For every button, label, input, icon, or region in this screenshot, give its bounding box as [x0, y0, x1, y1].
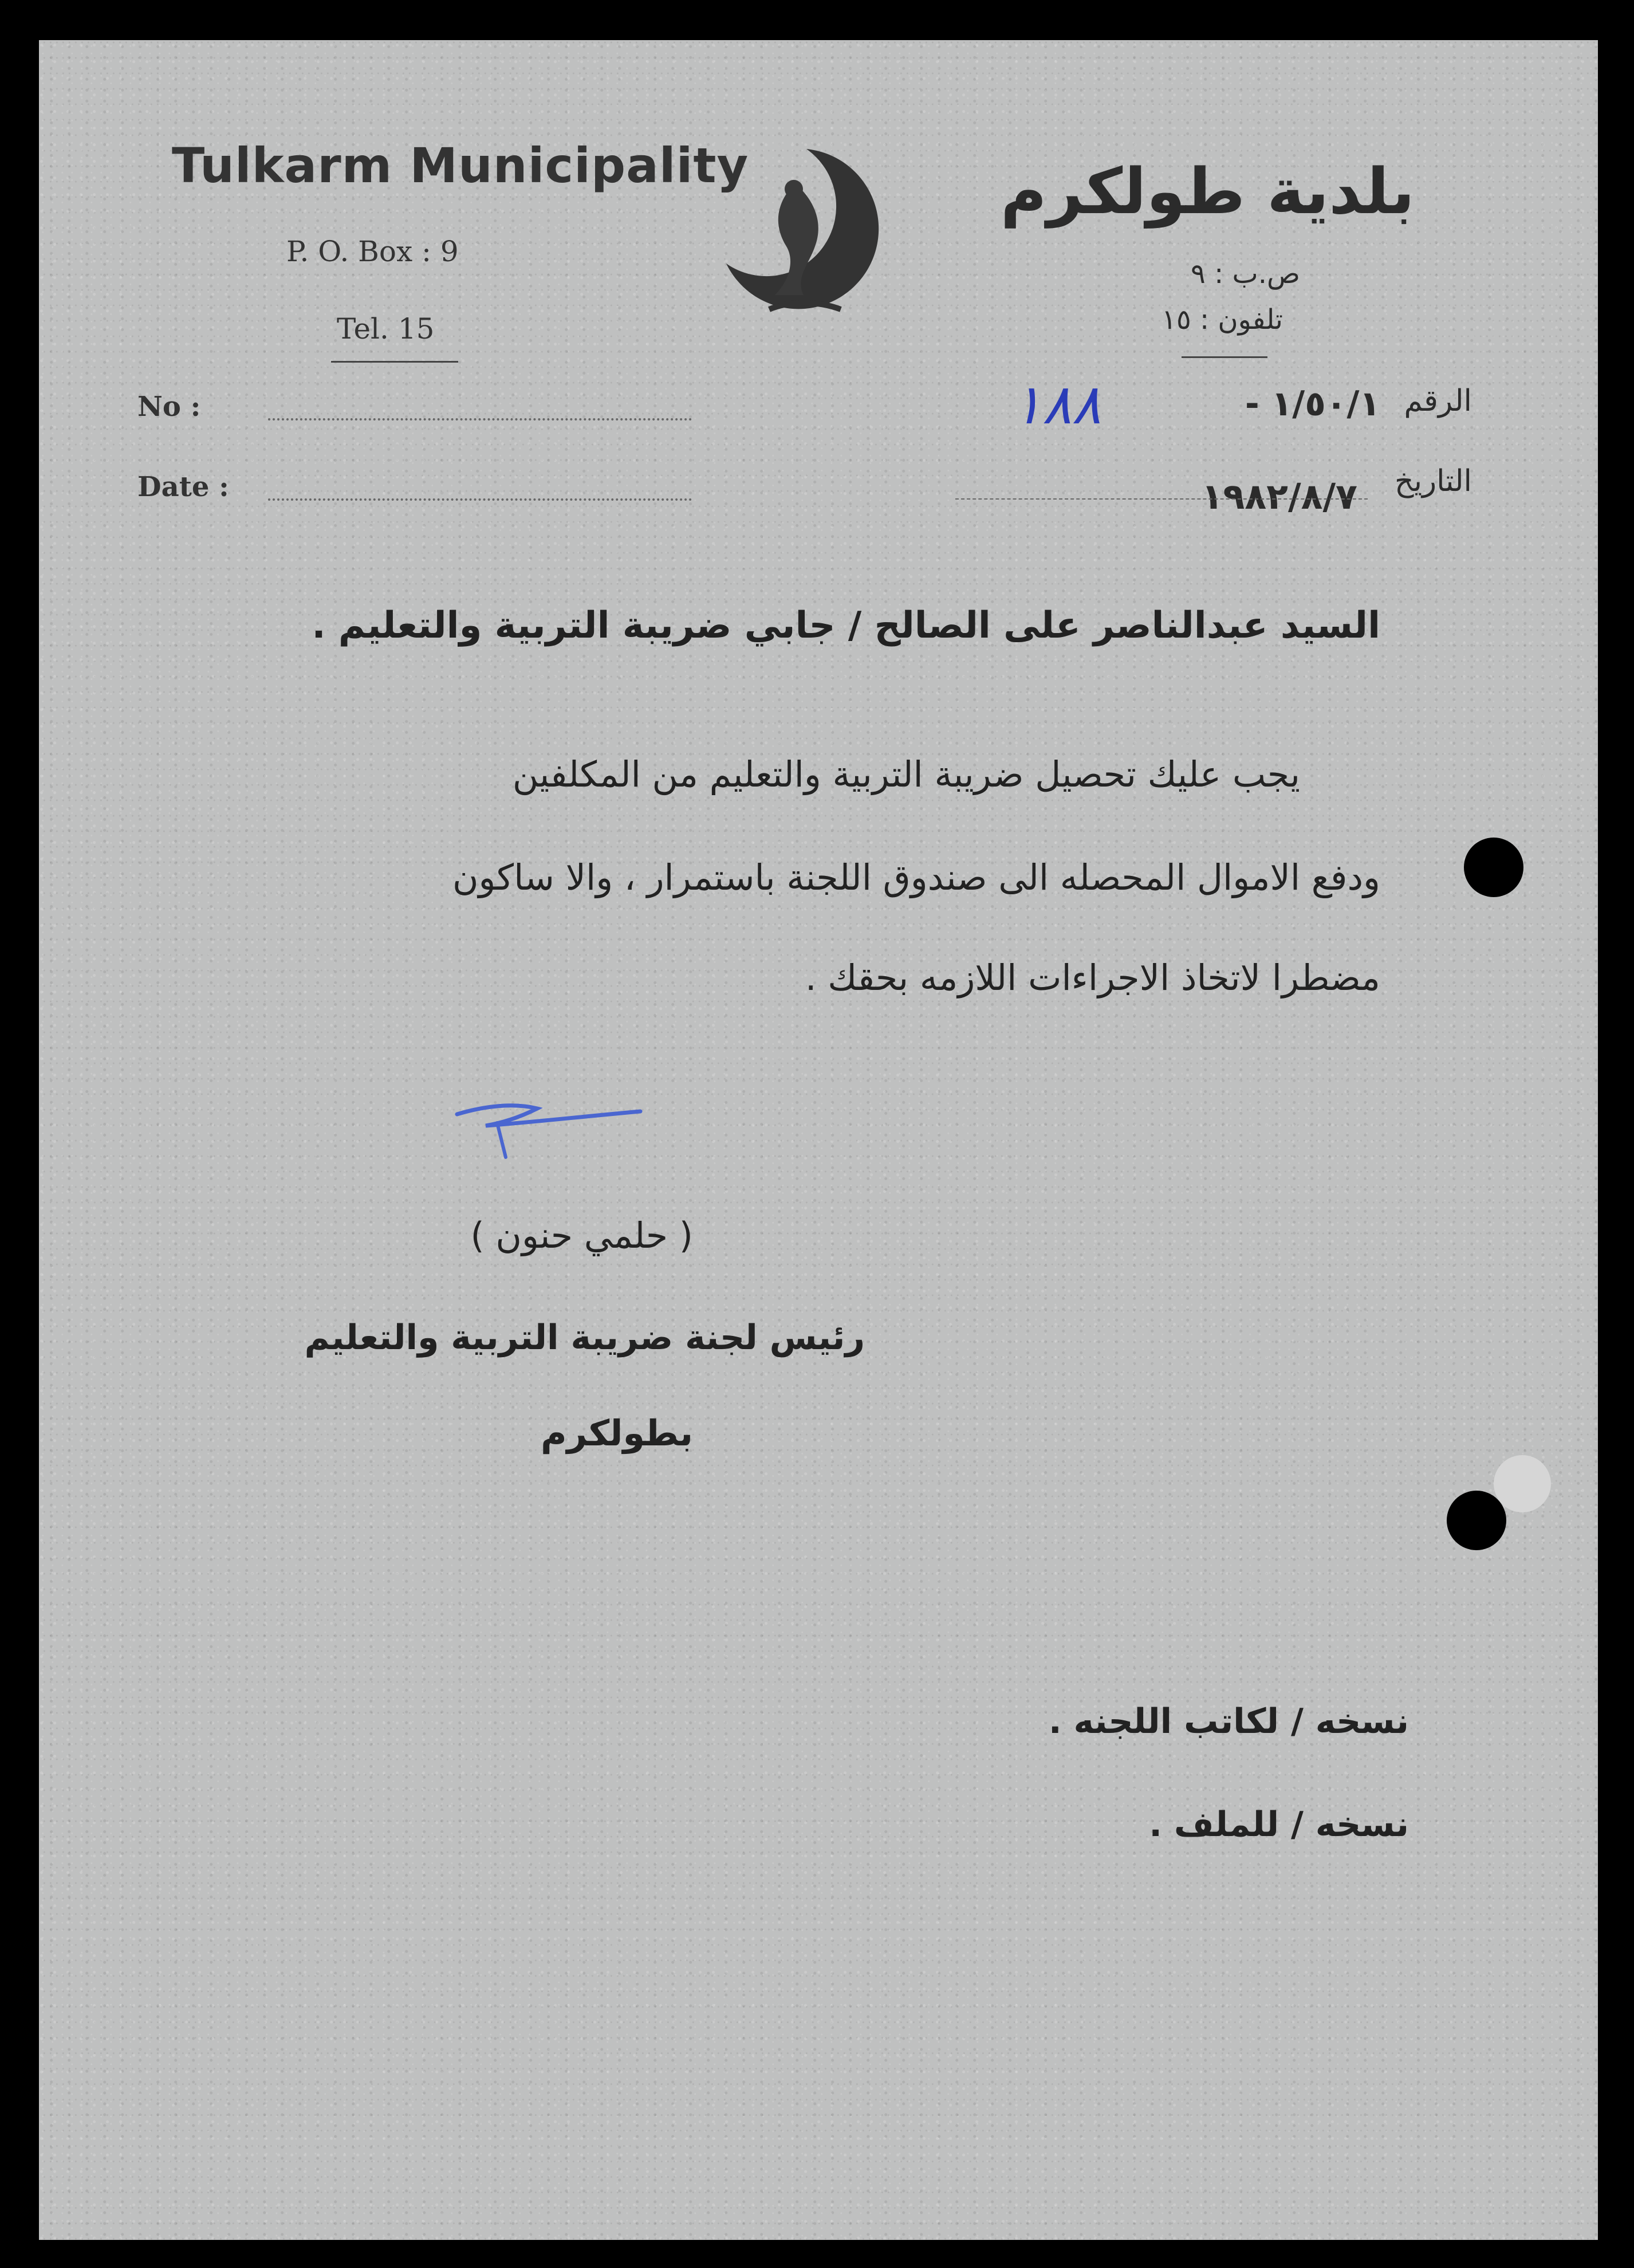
addressee-line: السيد عبدالناصر على الصالح / جابي ضريبة التربية والتعليم .: [312, 604, 1380, 647]
arabic-telephone: تلفون : ١٥: [1161, 304, 1283, 336]
handwritten-reference-number: ١٨٨: [1013, 372, 1101, 437]
telephone-underline: [331, 361, 458, 363]
no-dotted-line: [268, 418, 692, 420]
copy-to-committee-clerk: نسخه / لكاتب اللجنه .: [1048, 1701, 1409, 1742]
punch-hole-bottom: [1447, 1491, 1506, 1550]
copy-to-file: نسخه / للملف .: [1149, 1805, 1409, 1845]
arabic-date-value: ١٩٨٢/٨/٧: [1201, 475, 1357, 517]
punch-hole-light-mark: [1494, 1455, 1551, 1512]
municipality-emblem-logo: [709, 137, 892, 332]
english-telephone: Tel. 15: [337, 312, 435, 345]
date-label: Date :: [137, 471, 229, 503]
no-label: No :: [137, 391, 201, 423]
letter-page: [39, 40, 1598, 2240]
signer-place: بطولكرم: [541, 1412, 693, 1454]
arabic-po-box: ص.ب : ٩: [1191, 258, 1300, 290]
english-po-box: P. O. Box : 9: [286, 235, 459, 268]
arabic-reference-label: الرقم: [1404, 384, 1472, 418]
signer-title: رئيس لجنة ضريبة التربية والتعليم: [304, 1318, 865, 1358]
arabic-reference-value: ١/٥٠/١ -: [1245, 384, 1380, 424]
english-municipality-title: Tulkarm Municipality: [172, 137, 749, 194]
arabic-telephone-underline: [1182, 356, 1267, 358]
arabic-municipality-title: بلدية طولكرم: [1001, 155, 1415, 228]
signer-name: ( حلمي حنون ): [470, 1214, 693, 1256]
body-line-3: مضطرا لاتخاذ الاجراءات اللازمه بحقك .: [805, 957, 1380, 999]
date-dotted-line: [268, 498, 692, 501]
arabic-date-line: [955, 498, 1368, 500]
body-line-1: يجب عليك تحصيل ضريبة التربية والتعليم من المكلفين: [512, 753, 1300, 795]
body-line-2: ودفع الاموال المحصله الى صندوق اللجنة باستمرار ، والا ساكون: [452, 856, 1380, 898]
arabic-date-label: التاريخ: [1395, 464, 1472, 498]
handwritten-signature: [451, 1083, 646, 1169]
punch-hole-top: [1464, 838, 1523, 897]
